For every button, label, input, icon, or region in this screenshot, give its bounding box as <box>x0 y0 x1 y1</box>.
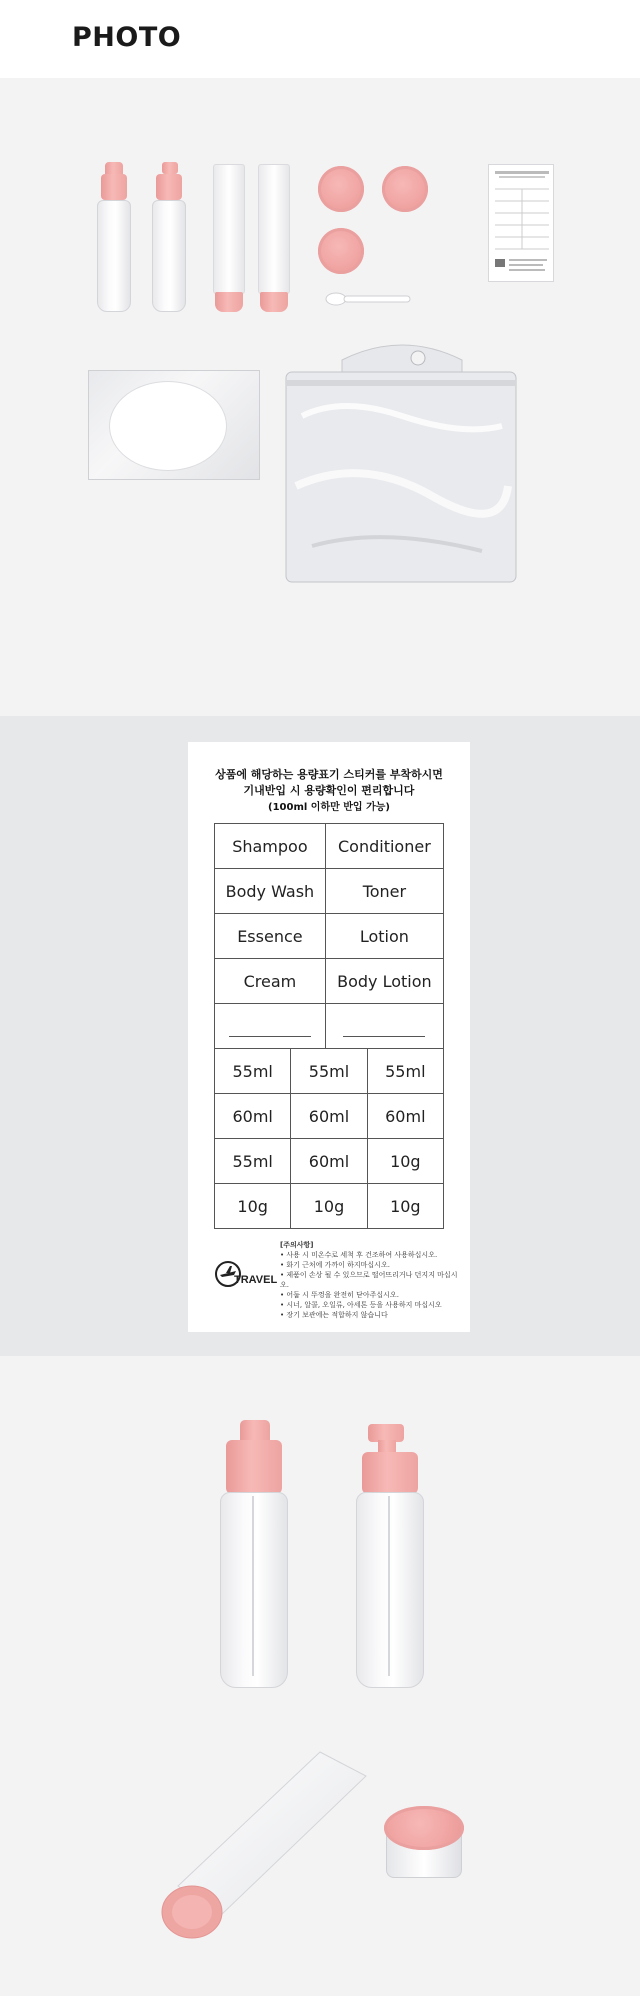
name-cell: Cream <box>215 959 326 1004</box>
notice-list <box>280 1240 460 1320</box>
blank-label-cell <box>325 1004 443 1049</box>
name-cell: Body Lotion <box>325 959 443 1004</box>
squeeze-tube <box>150 1746 380 1946</box>
volume-cell: 60ml <box>291 1094 367 1139</box>
notice-title: [주의사항] <box>280 1241 314 1249</box>
notice-item: • 장기 보관에는 적합하지 않습니다 <box>280 1311 388 1319</box>
volume-cell: 55ml <box>215 1049 291 1094</box>
name-cell: Body Wash <box>215 869 326 914</box>
notice-item: • 시너, 알콜, 오일류, 아세톤 등을 사용하지 마십시오 <box>280 1301 442 1309</box>
spray-bottle <box>218 1420 290 1688</box>
notice-item: • 사용 시 미온수로 세척 후 건조하여 사용하십시오. <box>280 1251 438 1259</box>
spray-bottle <box>93 162 135 312</box>
logo-text: TRAVEL <box>234 1274 278 1286</box>
cream-jar <box>318 228 364 274</box>
product-closeup-photo <box>0 1356 640 1996</box>
volume-cell: 10g <box>291 1184 367 1229</box>
volume-cell: 55ml <box>215 1139 291 1184</box>
volume-cell: 60ml <box>215 1094 291 1139</box>
name-cell: Essence <box>215 914 326 959</box>
volume-label-section <box>0 716 640 1356</box>
volume-table <box>214 1048 444 1229</box>
table-row <box>215 1004 444 1049</box>
volume-sticker-card <box>188 742 470 1332</box>
notice-item: • 화기 근처에 가까이 하지마십시오. <box>280 1261 390 1269</box>
cream-jar <box>384 1806 464 1880</box>
card-title-line2: 기내반입 시 용량확인이 편리합니다 <box>243 784 415 797</box>
name-cell: Toner <box>325 869 443 914</box>
name-cell: Conditioner <box>325 824 443 869</box>
table-row <box>215 1094 444 1139</box>
name-cell: Shampoo <box>215 824 326 869</box>
spatula <box>324 288 414 310</box>
volume-cell: 55ml <box>367 1049 443 1094</box>
volume-cell: 10g <box>367 1184 443 1229</box>
product-name-table <box>214 823 444 1049</box>
sticker-sheet <box>488 164 554 282</box>
clear-zipper-pouch <box>282 336 520 586</box>
card-title-line3: (100ml 이하만 반입 가능) <box>268 802 390 813</box>
blank-label-cell <box>215 1004 326 1049</box>
section-title: PHOTO <box>72 22 182 53</box>
cream-jar <box>382 166 428 212</box>
cream-jar <box>318 166 364 212</box>
table-row <box>215 959 444 1004</box>
table-row <box>215 1049 444 1094</box>
notice-item: • 어둡 시 뚜껑을 완전히 닫아주십시오. <box>280 1291 399 1299</box>
table-row <box>215 1184 444 1229</box>
volume-cell: 55ml <box>291 1049 367 1094</box>
squeeze-tube <box>211 164 247 314</box>
name-cell: Lotion <box>325 914 443 959</box>
volume-cell: 10g <box>215 1184 291 1229</box>
kit-overview-photo <box>0 78 640 716</box>
table-row <box>215 914 444 959</box>
volume-cell: 60ml <box>291 1139 367 1184</box>
compressed-towel-pack <box>88 370 260 480</box>
volume-cell: 60ml <box>367 1094 443 1139</box>
pump-bottle <box>148 162 190 312</box>
travel-logo <box>214 1260 278 1290</box>
squeeze-tube <box>256 164 292 314</box>
volume-cell: 10g <box>367 1139 443 1184</box>
table-row <box>215 1139 444 1184</box>
pump-bottle <box>354 1420 426 1688</box>
notice-item: • 제품이 손상 될 수 있으므로 떨어뜨리거나 던지지 마십시오. <box>280 1271 458 1289</box>
section-header <box>0 0 640 78</box>
table-row <box>215 869 444 914</box>
card-title-line1: 상품에 해당하는 용량표기 스티커를 부착하시면 <box>215 768 443 781</box>
table-row <box>215 824 444 869</box>
